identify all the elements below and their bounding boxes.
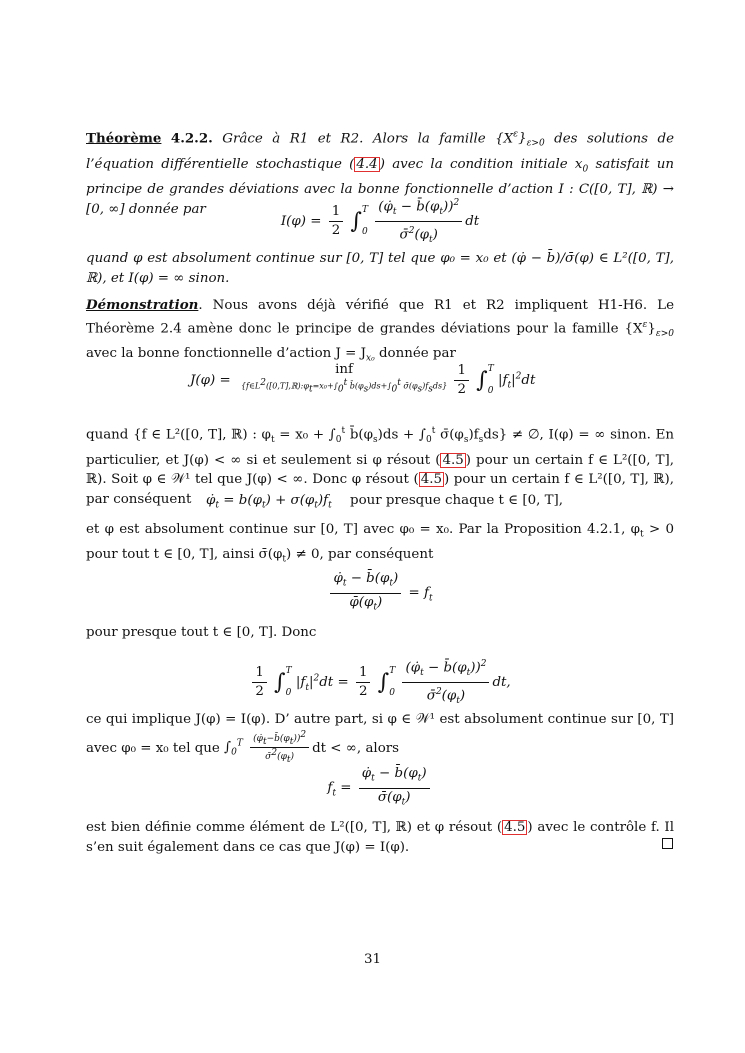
- demonstration-paragraph-6: [86, 818, 674, 857]
- equation-reference-link[interactable]: 4.5: [504, 820, 526, 835]
- theorem-condition: quand φ est absolument continue sur [0, T] tel que φ₀ = x₀ et (φ̇ − b̄)/σ̄(φ) ∈ L²([0, T], ℝ), et I(φ) = ∞ sinon.: [86, 251, 674, 286]
- demonstration-label: Démonstration: [86, 297, 199, 313]
- theorem-label: Théorème: [86, 130, 162, 147]
- demo-text-5b: dt < ∞, alors: [312, 740, 400, 756]
- energy-equality-equation: $\frac{1}{2}$ ∫T 0 $|f_t|^2dt$ = $\frac{1}{2}$ ∫T 0 $\frac{(\varphi̇_t - b̄(\varphi_t))^2}{\sigmā^2(\varphi_t)}$ dt,: [86, 655, 674, 710]
- theorem-text-2: des solutions de l’équation différentielle stochastique (: [86, 131, 675, 172]
- demo-text-5: ce qui implique J(φ) = I(φ). D’ autre part, si φ ∈ 𝒲¹ est absolument continue sur [0, T] avec φ₀ = x₀ tel que: [86, 712, 674, 756]
- demo-text-1: . Nous avons déjà vérifié que R1 et R2 impliquent H1-H6. Le Théorème 2.4 amène donc le principe de grandes déviations pour la famille {X: [86, 298, 674, 337]
- equation-reference-link[interactable]: 4.4: [356, 156, 378, 172]
- demo-text-2d: ) pour un certain f ∈ L²([0, T], ℝ), par conséquent: [86, 472, 674, 507]
- theorem-text-1: Grâce à R1 et R2. Alors la famille {X: [222, 131, 514, 147]
- ft-definition-equation: $f_t$ = $\frac{\varphi̇_t - b̄(\varphi_t)}{\sigmā(\varphi_t)}$: [86, 765, 674, 811]
- theorem-paragraph: Théorème 4.2.2. Grâce à R1 et R2. Alors la famille $\{X^\varepsilon\}_{\varepsilon>0}$ des solutions de l’équation différentielle stochastique ( 4.4 ) avec la condition initiale $x_0$ satisfait un principe de grandes déviations avec la bonne fonctionnelle d’action I : C([0, T], ℝ) → [0, ∞] donnée par: [86, 130, 675, 217]
- control-equation: $\varphi̇_t = b(\varphi_t) + \sigma(\varphi_t)f_t$ pour presque chaque t ∈ [0, T],: [206, 493, 564, 511]
- demo-text-3b: > 0 pour tout t ∈ [0, T], ainsi σ̄(φ: [86, 522, 674, 563]
- theorem-text-4: satisfait un principe de grandes déviations avec la bonne fonctionnelle d’action I : C([0, T], ℝ) → [0, ∞] donnée par: [86, 156, 675, 217]
- demo-text-3: et φ est absolument continue sur [0, T] avec φ₀ = x₀. Par la Proposition 4.2.1, φ: [86, 522, 641, 537]
- demonstration-paragraph-2: quand {f ∈ L²([0, T], ℝ) : $\varphi_t = x_0 + \int_0^t$ $b̄(\varphi_s)ds + \int_0^t$ $\sigmā(\varphi_s)f_sds$} ≠ ∅, I(φ) = ∞ sinon. En particulier, et J(φ) < ∞ si et seulement si φ résout ( 4.5 ) pour un certain f ∈ L²([0, T], ℝ). Soit φ ∈ 𝒲¹ tel que J(φ) < ∞. Donc φ résout ( 4.5 ) pour un certain f ∈ L²([0, T], ℝ), par conséquent: [86, 426, 674, 507]
- demo-text-2b: particulier, et J(φ) < ∞ si et seulement si φ résout (: [86, 452, 441, 468]
- demo-text-2c: ) pour un certain f ∈ L²([0, T], ℝ). Soit φ ∈ 𝒲¹ tel que J(φ) < ∞. Donc φ résout (: [86, 452, 674, 488]
- demonstration-paragraph-3: et φ est absolument continue sur [0, T] avec φ₀ = x₀. Par la Proposition 4.2.1, $\varphi_t > 0$ pour tout t ∈ [0, T], ainsi $\sigmā(\varphi_t) \ne 0$, par conséquent: [86, 522, 674, 565]
- theorem-number: 4.2.2.: [170, 130, 213, 147]
- control-equation-condition: pour presque chaque t ∈ [0, T],: [350, 493, 564, 508]
- theorem-text-3: ) avec la condition initiale x: [379, 156, 583, 172]
- demo-text-6b: ) avec le contrôle f. Il s’en suit également dans ce cas que J(φ) = I(φ).: [86, 820, 675, 855]
- demonstration-paragraph-1: Démonstration. Nous avons déjà vérifié que R1 et R2 impliquent H1-H6. Le Théorème 2.4 amène donc le principe de grandes déviations pour la famille $\{X^\varepsilon\}_{\varepsilon>0}$ avec la bonne fonctionnelle d’action $J = J_{x_0}$ donnée par: [86, 297, 674, 364]
- demonstration-paragraph-4: pour presque tout t ∈ [0, T]. Donc: [86, 625, 317, 640]
- demonstration-paragraph-5: ce qui implique J(φ) = I(φ). D’ autre part, si φ ∈ 𝒲¹ est absolument continue sur [0, T] avec φ₀ = x₀ tel que $\int_0^T$ $\frac{(\varphi̇_t-b̄(\varphi_t))^2}{\sigmā^2(\varphi_t)}$ dt < ∞, alors: [86, 712, 674, 766]
- equation-reference-link[interactable]: 4.5: [442, 452, 464, 468]
- equation-reference-link[interactable]: 4.5: [420, 472, 442, 488]
- rate-function-I-equation: I(φ) = $\frac{1}{2}$ ∫T 0 $\frac{(\varphi̇_t - b̄(\varphi_t))^2}{\sigmā^2(\varphi_t)}$ dt: [86, 194, 674, 249]
- qed-square-icon: [662, 838, 673, 849]
- rate-function-J-equation: J(φ) = inf {$f\in L^2([0,T],ℝ):\varphi_t=x_0+\int_0^t$ $b̄(\varphi_s)ds+\int_0^t$ $\sigmā(\varphi_s)f_sds$} $\frac{1}{2}$ ∫T 0 $|f_t|^2dt$: [190, 362, 536, 397]
- ft-ratio-equation: $\frac{\varphi̇_t - b̄(\varphi_t)}{\varphī(\varphi_t)}$ = $f_t$: [86, 570, 674, 616]
- demo-text-6a: est bien définie comme élément de L²([0, T], ℝ) et φ résout (: [86, 820, 503, 835]
- demo-text-3c: ) ≠ 0, par conséquent: [286, 547, 434, 563]
- page-number: 31: [363, 952, 382, 967]
- demo-text-1b: avec la bonne fonctionnelle d’action J = J: [86, 346, 366, 362]
- demo-text-2a: quand {f ∈ L²([0, T], ℝ) : φ: [86, 427, 271, 443]
- demo-text-1c: donnée par: [374, 346, 456, 362]
